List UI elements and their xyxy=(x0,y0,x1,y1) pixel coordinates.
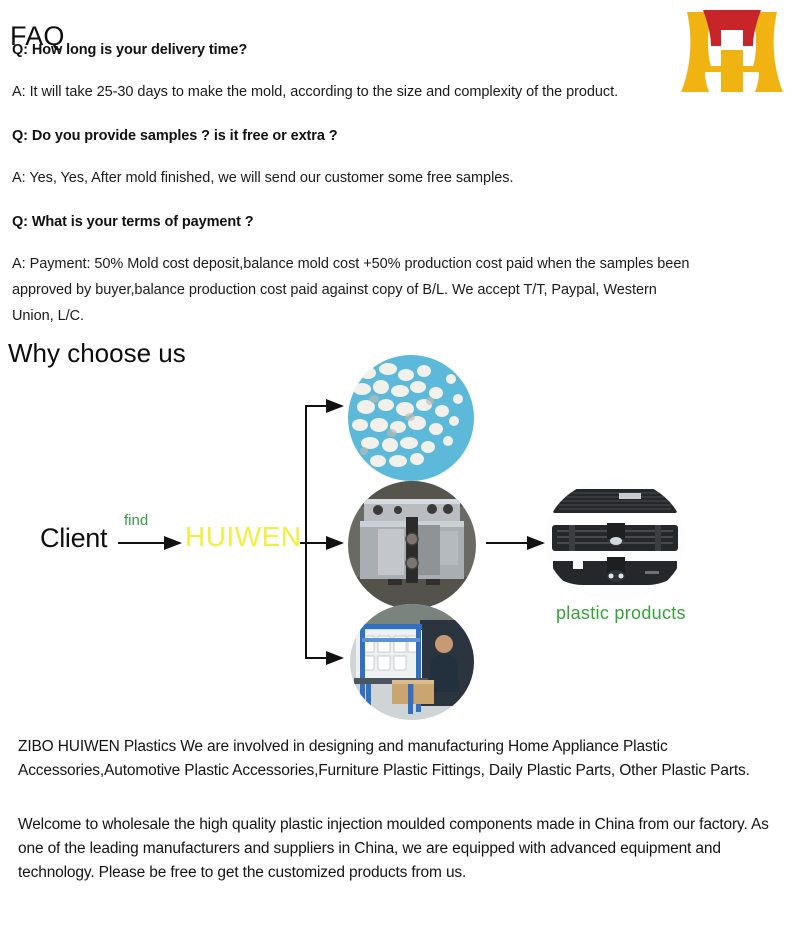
huiwen-logo-icon xyxy=(677,4,787,98)
flow-label-huiwen: HUIWEN xyxy=(185,521,302,552)
faq-question: Q: Do you provide samples ? is it free or extra ? xyxy=(12,128,338,144)
why-choose-us-heading: Why choose us xyxy=(8,337,186,368)
flow-label-plastic-products: plastic products xyxy=(556,603,686,623)
photo-plastic-products xyxy=(545,479,685,601)
faq-item xyxy=(12,42,702,105)
faq-answer: A: Payment: 50% Mold cost deposit,balance mold cost +50% production cost paid when the samples been approved by buyer,balance production cost paid against copy of B/L. We accept T/T, Paypal, Western Union, L/C. xyxy=(12,256,690,324)
photo-injection-mold xyxy=(348,481,476,609)
faq-answer: A: It will take 25-30 days to make the mold, according to the size and complexity of the product. xyxy=(12,84,619,100)
faq-answer: A: Yes, Yes, After mold finished, we will send our customer some free samples. xyxy=(12,170,514,186)
company-paragraph-2: Welcome to wholesale the high quality plastic injection moulded components made in China from our factory. As one of the leading manufacturers and suppliers in China, we are equipped with advanced equipment and technology. Please be free to get the customized products from us. xyxy=(18,816,769,881)
faq-list xyxy=(12,42,702,329)
faq-heading: FAQ xyxy=(10,21,65,52)
flow-label-client: Client xyxy=(40,523,108,553)
flow-label-find: find xyxy=(124,512,149,529)
company-paragraph-1: ZIBO HUIWEN Plastics We are involved in designing and manufacturing Home Appliance Plastic Accessories,Automotive Plastic Accessories,Furniture Plastic Fittings, Daily Plastic Parts, Other Plastic Parts. xyxy=(18,738,750,779)
faq-section xyxy=(0,0,800,324)
faq-item xyxy=(12,214,702,329)
photo-plastic-pellets xyxy=(348,355,474,481)
faq-question: Q: What is your terms of payment ? xyxy=(12,214,254,230)
company-description xyxy=(18,735,778,885)
faq-item xyxy=(12,128,702,191)
faq-question: Q: How long is your delivery time? xyxy=(12,42,248,58)
photo-factory-workshop xyxy=(350,604,474,720)
